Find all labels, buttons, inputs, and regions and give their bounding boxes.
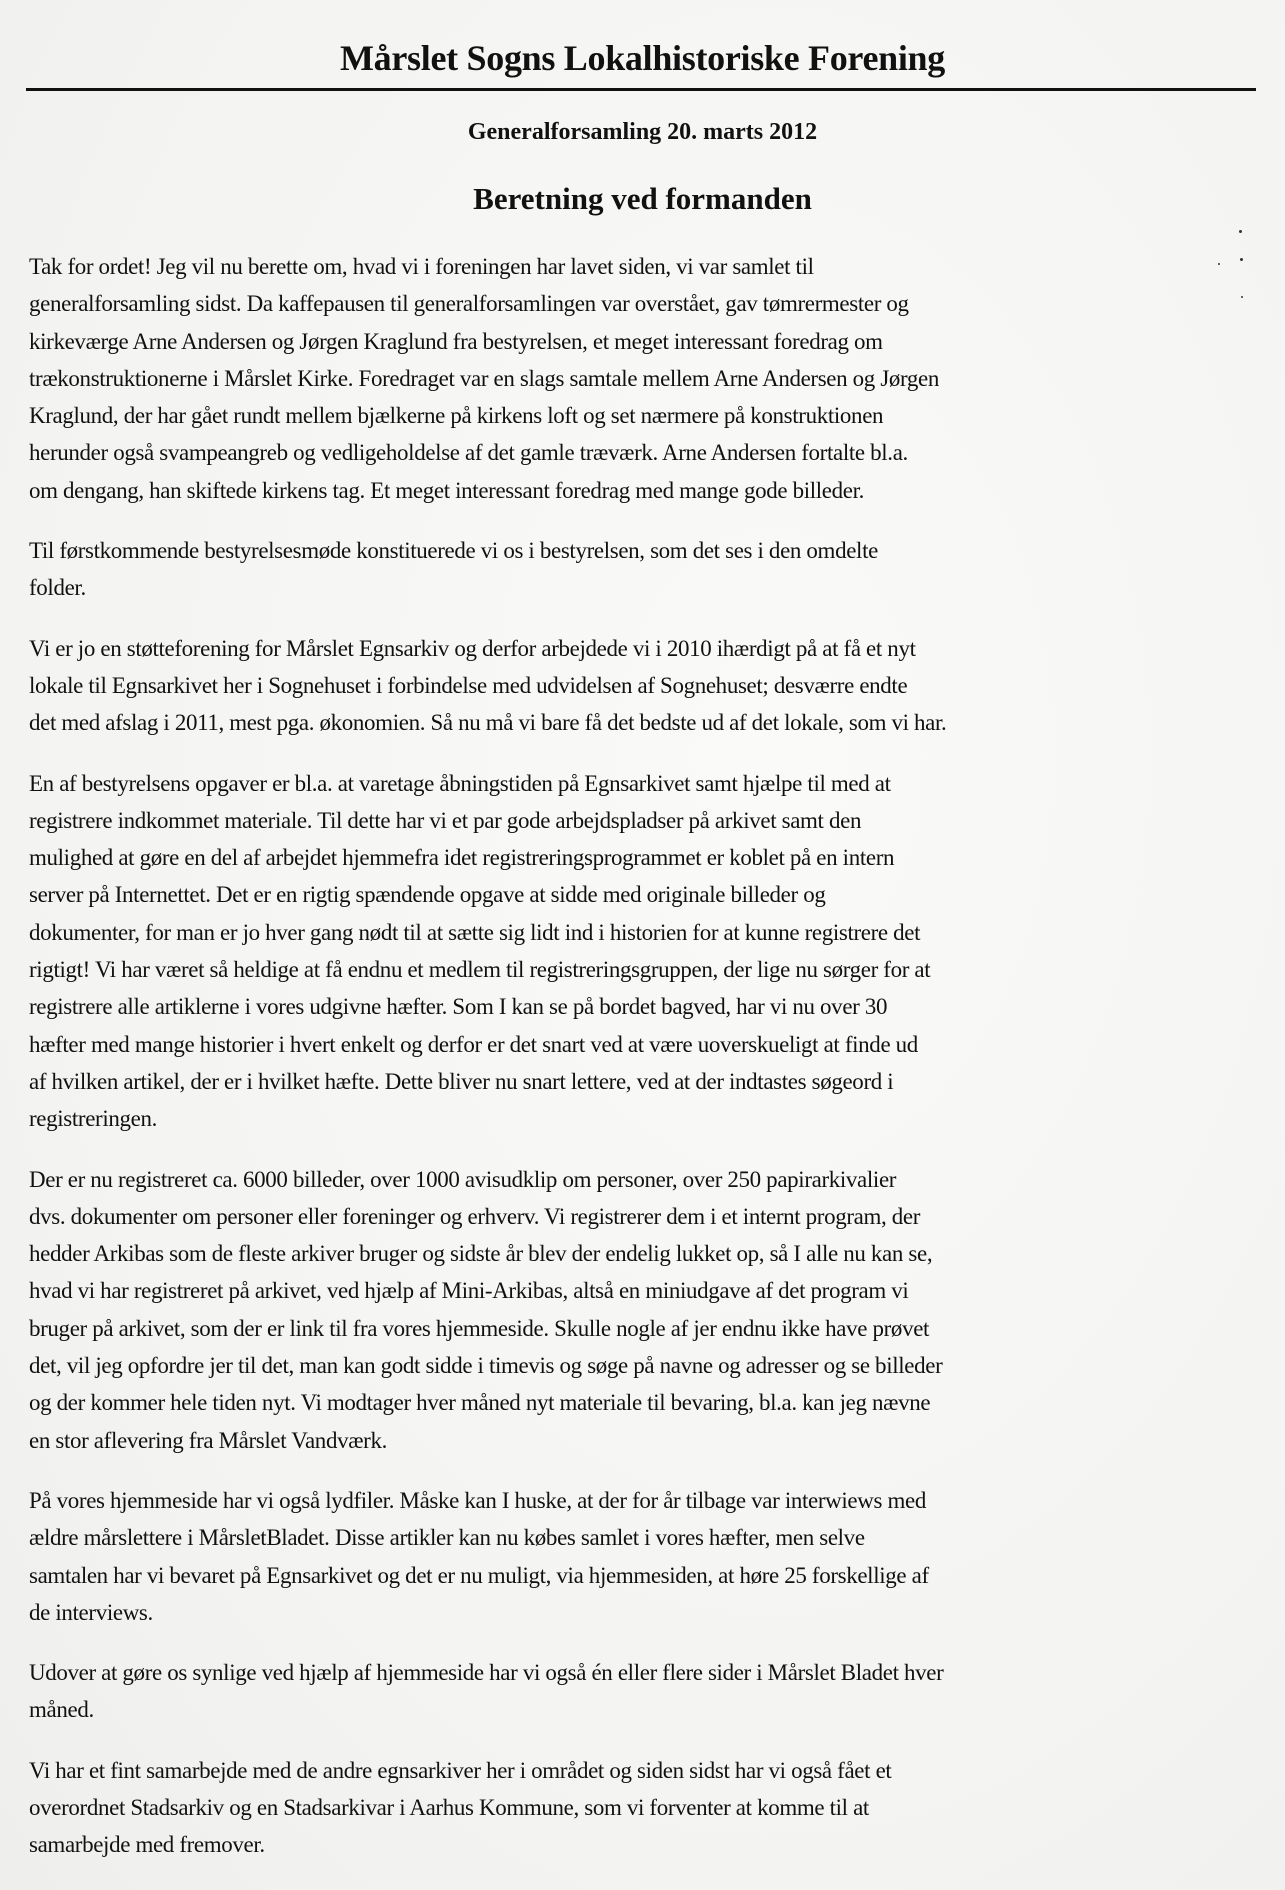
text-line: registrere alle artiklerne i vores udgivne hæfter. Som I kan se på bordet bagved, har vi nu over 30 <box>29 994 888 1020</box>
paragraph <box>29 532 1259 607</box>
text-line: folder. <box>29 575 86 601</box>
paragraph <box>29 1654 1259 1729</box>
text-line: samtalen har vi bevaret på Egnsarkivet og det er nu muligt, via hjemmesiden, at høre 25 forskellige af <box>29 1562 929 1588</box>
text-line: herunder også svampeangreb og vedligeholdelse af det gamle træværk. Arne Andersen fortalte bl.a. <box>29 440 908 466</box>
text-line: og der kommer hele tiden nyt. Vi modtager hver måned nyt materiale til bevaring, bl.a. kan jeg nævne <box>29 1390 931 1416</box>
paragraph <box>29 1161 1259 1459</box>
text-line: det, vil jeg opfordre jer til det, man kan godt sidde i timevis og søge på navne og adresser og se billeder <box>29 1353 943 1379</box>
text-line: de interviews. <box>29 1599 153 1625</box>
text-line: kirkeværge Arne Andersen og Jørgen Kraglund fra bestyrelsen, et meget interessant foredrag om <box>29 328 883 354</box>
header-divider <box>26 88 1256 91</box>
text-line: Udover at gøre os synlige ved hjælp af hjemmeside har vi også én eller flere sider i Mårslet Bladet hver <box>29 1660 944 1686</box>
text-line: om dengang, han skiftede kirkens tag. Et meget interessant foredrag med mange gode billeder. <box>29 477 865 503</box>
text-line: en stor aflevering fra Mårslet Vandværk. <box>29 1427 387 1453</box>
text-line: trækonstruktionerne i Mårslet Kirke. Foredraget var en slags samtale mellem Arne Andersen og Jørgen <box>29 365 940 391</box>
text-line: dvs. dokumenter om personer eller foreninger og erhverv. Vi registrerer dem i et internt program, der <box>29 1203 921 1229</box>
text-line: registrere indkommet materiale. Til dette har vi et par gode arbejdspladser på arkivet samt den <box>29 807 862 833</box>
text-line: hæfter med mange historier i hvert enkelt og derfor er det snart ved at være uoverskueligt at finde ud <box>29 1031 918 1057</box>
meeting-subtitle: Generalforsamling 20. marts 2012 <box>467 119 818 145</box>
text-line: registreringen. <box>29 1106 158 1132</box>
scan-speck <box>1241 296 1243 298</box>
paragraph <box>29 248 1259 509</box>
scan-speck <box>1240 258 1243 261</box>
text-line: det med afslag i 2011, mest pga. økonomien. Så nu må vi bare få det bedste ud af det lokale, som vi har. <box>29 710 947 736</box>
text-line: dokumenter, for man er jo hver gang nødt til at sætte sig lidt ind i historien for at kunne registrere det <box>29 919 921 945</box>
text-line: generalforsamling sidst. Da kaffepausen til generalforsamlingen var overstået, gav tømrermester og <box>29 291 909 317</box>
text-line: Vi er jo en støtteforening for Mårslet Egnsarkiv og derfor arbejdede vi i 2010 ihærdigt på at få et nyt <box>29 635 916 661</box>
scan-speck <box>1218 263 1220 265</box>
text-line: Til førstkommende bestyrelsesmøde konstituerede vi os i bestyrelsen, som det ses i den omdelte <box>29 538 878 564</box>
organization-title: Mårslet Sogns Lokalhistoriske Forening <box>340 38 945 78</box>
text-line: mulighed at gøre en del af arbejdet hjemmefra idet registreringsprogrammet er koblet på en intern <box>29 845 895 871</box>
text-line: server på Internettet. Det er en rigtig spændende opgave at sidde med originale billeder og <box>29 882 826 908</box>
text-line: overordnet Stadsarkiv og en Stadsarkivar i Aarhus Kommune, som vi forventer at komme til at <box>29 1794 869 1820</box>
text-line: måned. <box>29 1697 94 1723</box>
text-line: lokale til Egnsarkivet her i Sognehuset i forbindelse med udvidelsen af Sognehuset; desværre endte <box>29 672 908 698</box>
text-line: bruger på arkivet, som der er link til fra vores hjemmeside. Skulle nogle af jer endnu ikke have prøvet <box>29 1315 930 1341</box>
text-line: En af bestyrelsens opgaver er bl.a. at varetage åbningstiden på Egnsarkivet samt hjælpe til med at <box>29 770 891 796</box>
text-line: af hvilken artikel, der er i hvilket hæfte. Dette bliver nu snart lettere, ved at der indtastes søgeord i <box>29 1068 894 1094</box>
text-line: Vi har et fint samarbejde med de andre egnsarkiver her i området og siden sidst har vi også fået et <box>29 1757 892 1783</box>
text-line: Der er nu registreret ca. 6000 billeder, over 1000 avisudklip om personer, over 250 papirarkivalier <box>29 1166 897 1192</box>
paragraph <box>29 1482 1259 1631</box>
text-line: Kraglund, der har gået rundt mellem bjælkerne på kirkens loft og set nærmere på konstruktionen <box>29 403 884 429</box>
text-line: hedder Arkibas som de fleste arkiver bruger og sidste år blev der endelig lukket op, så I alle nu kan se, <box>29 1241 933 1267</box>
text-line: På vores hjemmeside har vi også lydfiler. Måske kan I huske, at der for år tilbage var interwiews med <box>29 1487 926 1513</box>
text-line: rigtigt! Vi har været så heldige at få endnu et medlem til registreringsgruppen, der lige nu sørger for at <box>29 957 931 983</box>
text-line: samarbejde med fremover. <box>29 1832 265 1858</box>
scan-speck <box>1239 230 1242 233</box>
text-line: ældre mårslettere i MårsletBladet. Disse artikler kan nu købes samlet i vores hæfter, men selve <box>29 1525 865 1551</box>
paragraph <box>29 630 1259 742</box>
text-line: Tak for ordet! Jeg vil nu berette om, hvad vi i foreningen har lavet siden, vi var samlet til <box>29 254 814 279</box>
report-heading: Beretning ved formanden <box>473 181 812 216</box>
report-body <box>29 248 1259 1887</box>
text-line: hvad vi har registreret på arkivet, ved hjælp af Mini-Arkibas, altså en miniudgave af det program vi <box>29 1278 909 1304</box>
paragraph <box>29 765 1259 1138</box>
paragraph <box>29 1752 1259 1864</box>
